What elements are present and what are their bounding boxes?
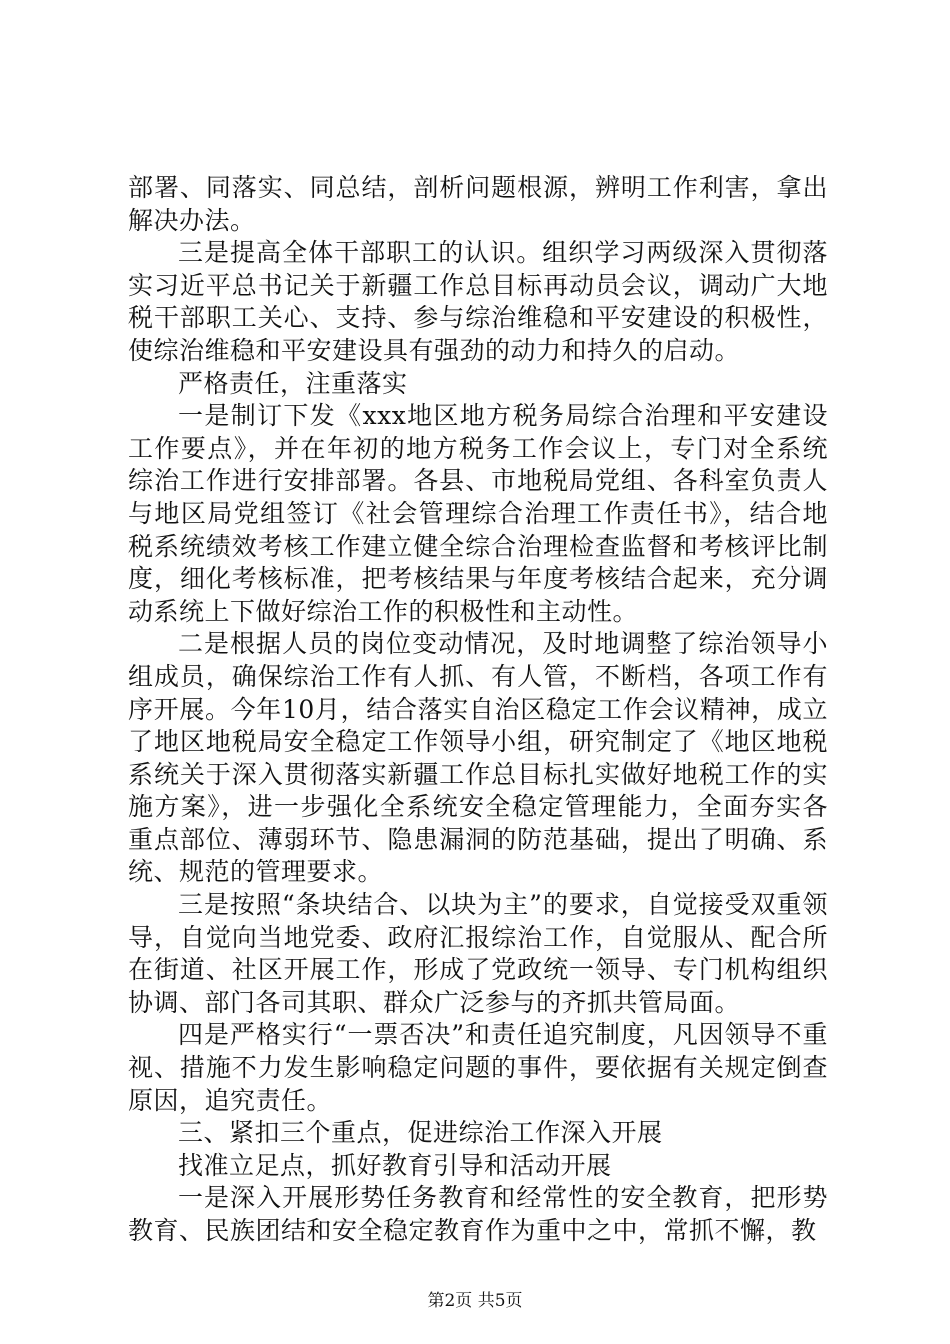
paragraph-10: 一是深入开展形势任务教育和经常性的安全教育，把形势教育、民族团结和安全稳定教育作为重中之中，常抓不懈，教: [128, 1183, 828, 1245]
paragraph-1: 部署、同落实、同总结，剖析问题根源，辨明工作利害，拿出解决办法。: [128, 173, 828, 235]
page-number: 第2页 共5页: [427, 1291, 523, 1311]
document-body: [128, 172, 828, 1248]
page-footer: [0, 1290, 950, 1312]
section-heading-three-key-points: 三、紧扣三个重点，促进综治工作深入开展: [178, 1118, 663, 1148]
paragraph-2: 三是提高全体干部职工的认识。组织学习两级深入贯彻落实习近平总书记关于新疆工作总目标再动员会议，调动广大地税干部职工关心、支持、参与综治维稳和平安建设的积极性，使综治维稳和平安建设具有强劲的动力和持久的启动。: [128, 238, 828, 365]
paragraph-5: 二是根据人员的岗位变动情况，及时地调整了综治领导小组成员，确保综治工作有人抓、有人管，不断档，各项工作有序开展。今年10月，结合落实自治区稳定工作会议精神，成立了地区地税局安全稳定工作领导小组，研究制定了《地区地税系统关于深入贯彻落实新疆工作总目标扎实做好地税工作的实施方案》，进一步强化全系统安全稳定管理能力，全面夯实各重点部位、薄弱环节、隐患漏洞的防范基础，提出了明确、系统、规范的管理要求。: [128, 629, 828, 887]
paragraph-4: 一是制订下发《xxx地区地方税务局综合治理和平安建设工作要点》，并在年初的地方税务工作会议上，专门对全系统综治工作进行安排部署。各县、市地税局党组、各科室负责人与地区局党组签订《社会管理综合治理工作责任书》，结合地税系统绩效考核工作建立健全综合治理检查监督和考核评比制度，细化考核标准，把考核结果与年度考核结合起来，充分调动系统上下做好综治工作的积极性和主动性。: [128, 401, 828, 626]
section-subheading-foothold: 找准立足点，抓好教育引导和活动开展: [178, 1150, 612, 1180]
paragraph-7: 四是严格实行“一票否决”和责任追究制度，凡因领导不重视、措施不力发生影响稳定问题的事件，要依据有关规定倒查原因，追究责任。: [128, 1020, 828, 1115]
section-heading-strict-responsibility: 严格责任，注重落实: [178, 368, 408, 398]
paragraph-6: 三是按照“条块结合、以块为主”的要求，自觉接受双重领导，自觉向当地党委、政府汇报综治工作，自觉服从、配合所在街道、社区开展工作，形成了党政统一领导、专门机构组织协调、部门各司其职、群众广泛参与的齐抓共管局面。: [128, 890, 828, 1017]
